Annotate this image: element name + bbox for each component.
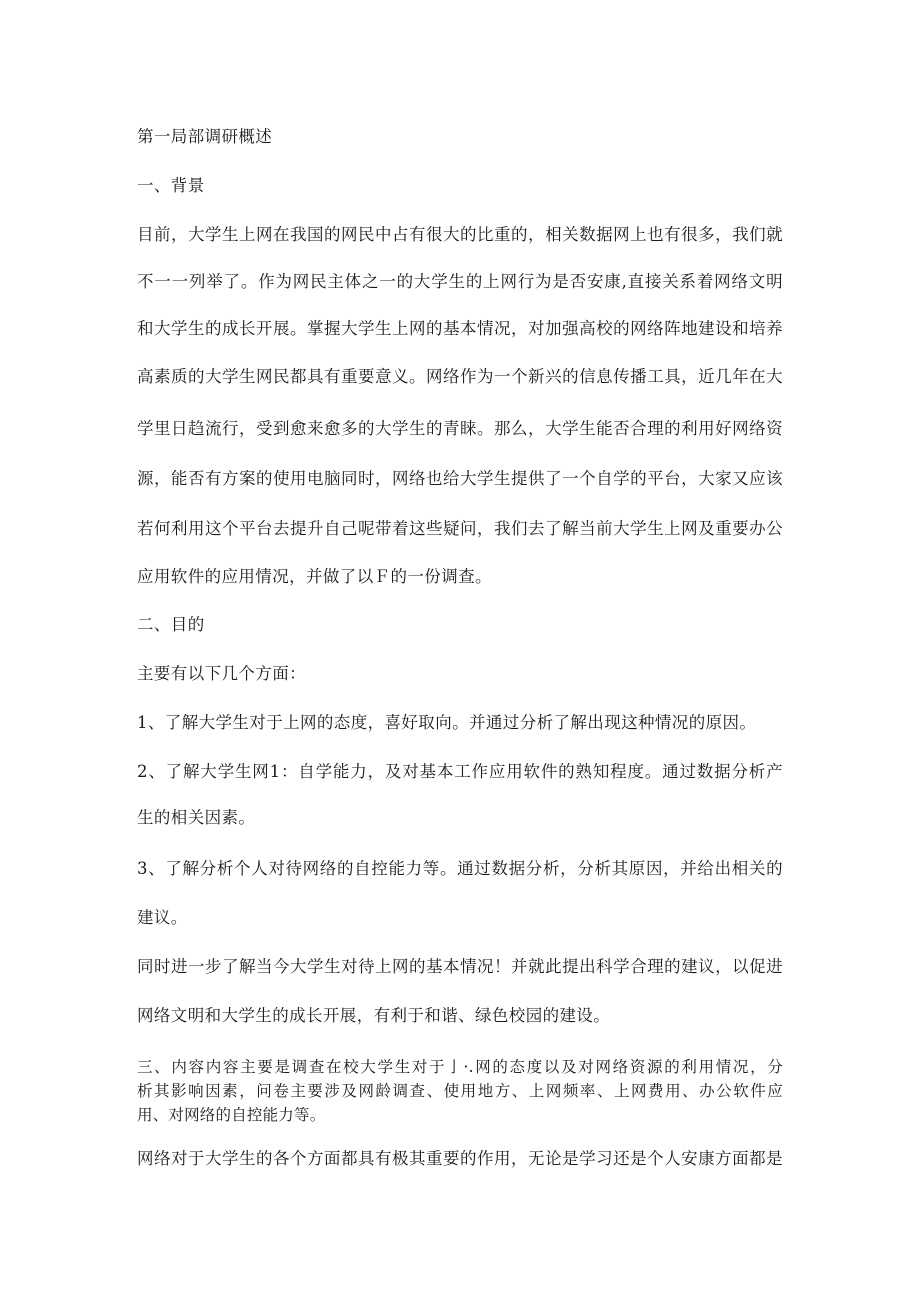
content-line: 析其影响因素，问卷主要涉及网龄调查、使用地方、上网频率、上网费用、办公软件应 [137, 1082, 783, 1100]
purpose-intro: 主要有以下几个方面： [137, 664, 306, 683]
purpose-item-2-line: 生的相关因素。 [137, 808, 256, 827]
purpose-item-3-line: 建议。 [137, 908, 188, 927]
paragraph-line: 目前，大学生上网在我国的网民中占有很大的比重的，相关数据网上也有很多，我们就 [137, 225, 783, 244]
paragraph-line: 和大学生的成长开展。掌握大学生上网的基本情况，对加强高校的网络阵地建设和培养 [137, 319, 783, 338]
paragraph-line: 若何利用这个平台去提升自己呢带着这些疑问，我们去了解当前大学生上网及重要办公 [137, 519, 783, 538]
section-heading-background: 一、背景 [137, 176, 205, 195]
closing-line: 同时进一步了解当今大学生对待上网的基本情况！并就此提出科学合理的建议，以促进 [137, 957, 783, 976]
purpose-item-2-line: 2、了解大学生网1：自学能力，及对基本工作应用软件的熟知程度。通过数据分析产 [137, 762, 783, 781]
paragraph-line: 源，能否有方案的使用电脑同时，网络也给大学生提供了一个自学的平台，大家又应该 [137, 469, 783, 488]
closing-line: 网络文明和大学生的成长开展，有利于和谐、绿色校园的建设。 [137, 1006, 611, 1025]
document-title: 第一局部调研概述 [137, 127, 273, 146]
paragraph-line: 高素质的大学生网民都具有重要意义。网络作为一个新兴的信息传播工具，近几年在大 [137, 367, 783, 386]
paragraph-line: 学里日趋流行，受到愈来愈多的大学生的青睐。那么，大学生能否合理的利用好网络资 [137, 419, 783, 438]
paragraph-line: 不一一列举了。作为网民主体之一的大学生的上网行为是否安康,直接关系着网络文明 [137, 272, 783, 291]
purpose-item-1: 1、了解大学生对于上网的态度，喜好取向。并通过分析了解出现这种情况的原因。 [137, 713, 757, 732]
content-line: 三、内容内容主要是调查在校大学生对于亅·.网的态度以及对网络资源的利用情况，分 [137, 1058, 783, 1076]
paragraph-line: 网络对于大学生的各个方面都具有极其重要的作用，无论是学习还是个人安康方面都是 [137, 1149, 783, 1168]
paragraph-line: 应用软件的应用情况，并做了以Ｆ的一份调查。 [137, 567, 492, 586]
purpose-item-3-line: 3、了解分析个人对待网络的自控能力等。通过数据分析，分析其原因，并给出相关的 [137, 859, 783, 878]
section-heading-purpose: 二、目的 [137, 615, 205, 634]
content-line: 用、对网络的自控能力等。 [137, 1106, 326, 1124]
